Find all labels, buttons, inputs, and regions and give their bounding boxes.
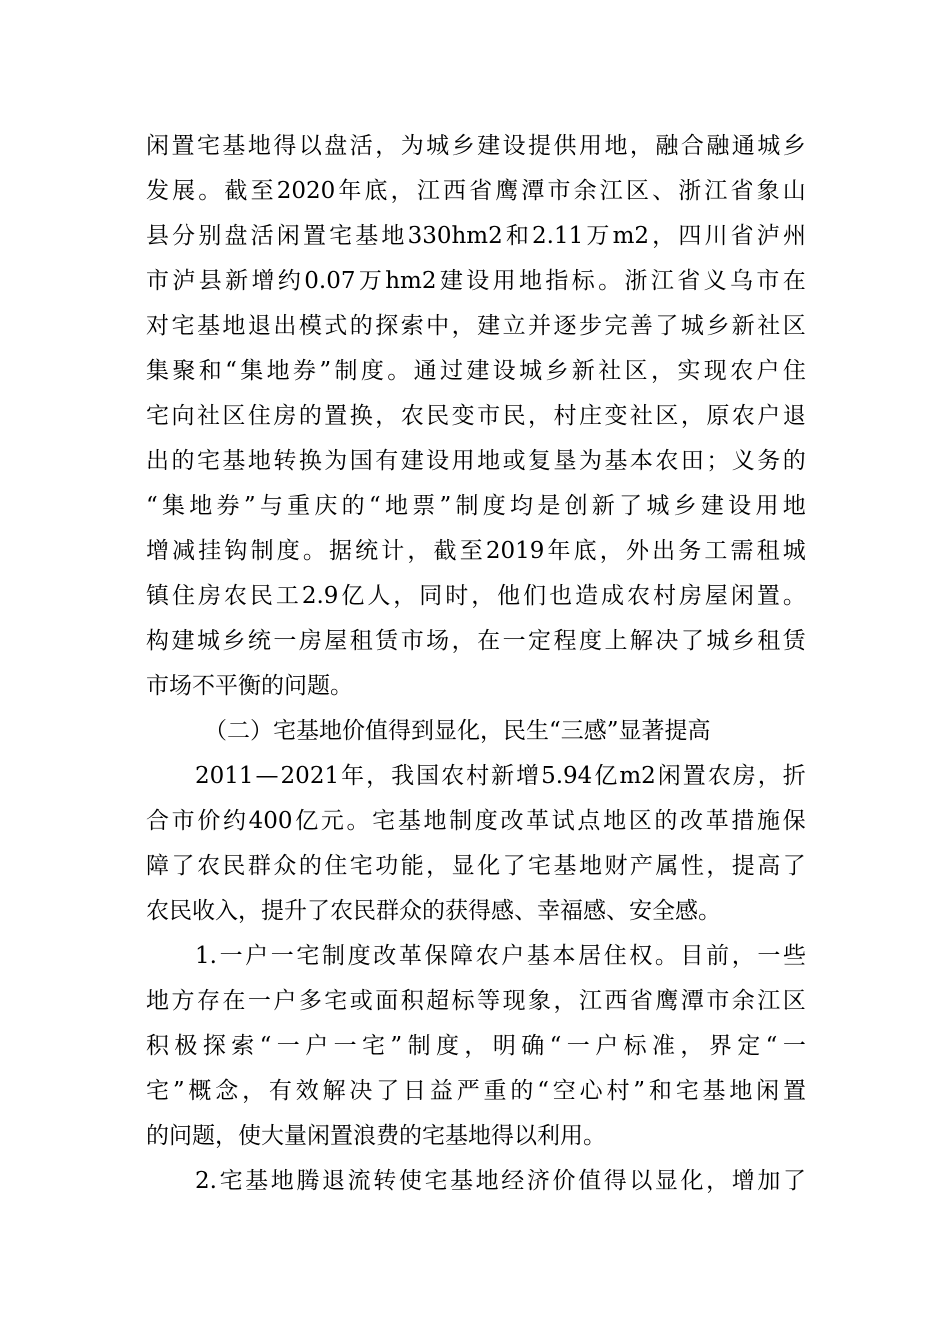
text-line: 宅 向 社 区 住 房 的 置 换 ， 农 民 变 市 民 ， 村 庄 变 社 区 ， 原 农 户 退 — [146, 403, 806, 429]
text-line: 地 方 存 在 一 户 多 宅 或 面 积 超 标 等 现 象 ， 江 西 省 鹰 潭 市 余 江 区 — [146, 988, 806, 1014]
text-line: 的问题，使大量闲置浪费的宅基地得以利用。 — [146, 1123, 606, 1149]
text-line: 宅 ” 概 念 ， 有 效 解 决 了 日 益 严 重 的 “ 空 心 村 ” 和 宅 基 地 闲 置 — [146, 1078, 806, 1104]
section-heading: （二）宅基地价值得到显化，民生“三感”显著提高 — [204, 718, 711, 744]
text-line: 1. 一 户 一 宅 制 度 改 革 保 障 农 户 基 本 居 住 权 。 目 前 ， 一 些 — [195, 943, 806, 969]
text-line: 闲 置 宅 基 地 得 以 盘 活 ， 为 城 乡 建 设 提 供 用 地 ， 融 合 融 通 城 乡 — [146, 133, 806, 159]
text-line: 出 的 宅 基 地 转 换 为 国 有 建 设 用 地 或 复 垦 为 基 本 农 田 ； 义 务 的 — [146, 448, 806, 474]
text-line: 镇 住 房 农 民 工 2.9 亿 人 ， 同 时 ， 他 们 也 造 成 农 村 房 屋 闲 置 。 — [146, 583, 806, 609]
text-line: 发 展 。 截 至 2020 年 底 ， 江 西 省 鹰 潭 市 余 江 区 、 浙 江 省 象 山 — [146, 178, 806, 204]
text-line: 市 泸 县 新 增 约 0.07 万 hm2 建 设 用 地 指 标 。 浙 江 省 义 乌 市 在 — [146, 268, 806, 294]
text-line: 2011 — 2021 年 ， 我 国 农 村 新 增 5.94 亿 m2 闲 置 农 房 ， 折 — [195, 763, 806, 789]
text-line: 集 聚 和 “ 集 地 券 ” 制 度 。 通 过 建 设 城 乡 新 社 区 ， 实 现 农 户 住 — [146, 358, 806, 384]
text-line: 增 减 挂 钩 制 度 。 据 统 计 ， 截 至 2019 年 底 ， 外 出 务 工 需 租 城 — [146, 538, 806, 564]
text-line: 县 分 别 盘 活 闲 置 宅 基 地 330hm2 和 2.11 万 m2 ， 四 川 省 泸 州 — [146, 223, 806, 249]
text-line: 农民收入，提升了农民群众的获得感、幸福感、安全感。 — [146, 898, 721, 924]
text-line: “ 集 地 券 ” 与 重 庆 的 “ 地 票 ” 制 度 均 是 创 新 了 城 乡 建 设 用 地 — [146, 493, 806, 519]
text-line: 构 建 城 乡 统 一 房 屋 租 赁 市 场 ， 在 一 定 程 度 上 解 决 了 城 乡 租 赁 — [146, 628, 806, 654]
text-line: 市场不平衡的问题。 — [146, 673, 353, 699]
text-line: 积 极 探 索 “ 一 户 一 宅 ” 制 度 ， 明 确 “ 一 户 标 准 ， 界 定 “ 一 — [146, 1033, 806, 1059]
document-body — [146, 124, 806, 1204]
text-line: 合 市 价 约 400 亿 元 。 宅 基 地 制 度 改 革 试 点 地 区 的 改 革 措 施 保 — [146, 808, 806, 834]
text-line: 对 宅 基 地 退 出 模 式 的 探 索 中 ， 建 立 并 逐 步 完 善 了 城 乡 新 社 区 — [146, 313, 806, 339]
text-line: 2. 宅 基 地 腾 退 流 转 使 宅 基 地 经 济 价 值 得 以 显 化 ， 增 加 了 — [195, 1168, 806, 1194]
text-line: 障 了 农 民 群 众 的 住 宅 功 能 ， 显 化 了 宅 基 地 财 产 属 性 ， 提 高 了 — [146, 853, 806, 879]
